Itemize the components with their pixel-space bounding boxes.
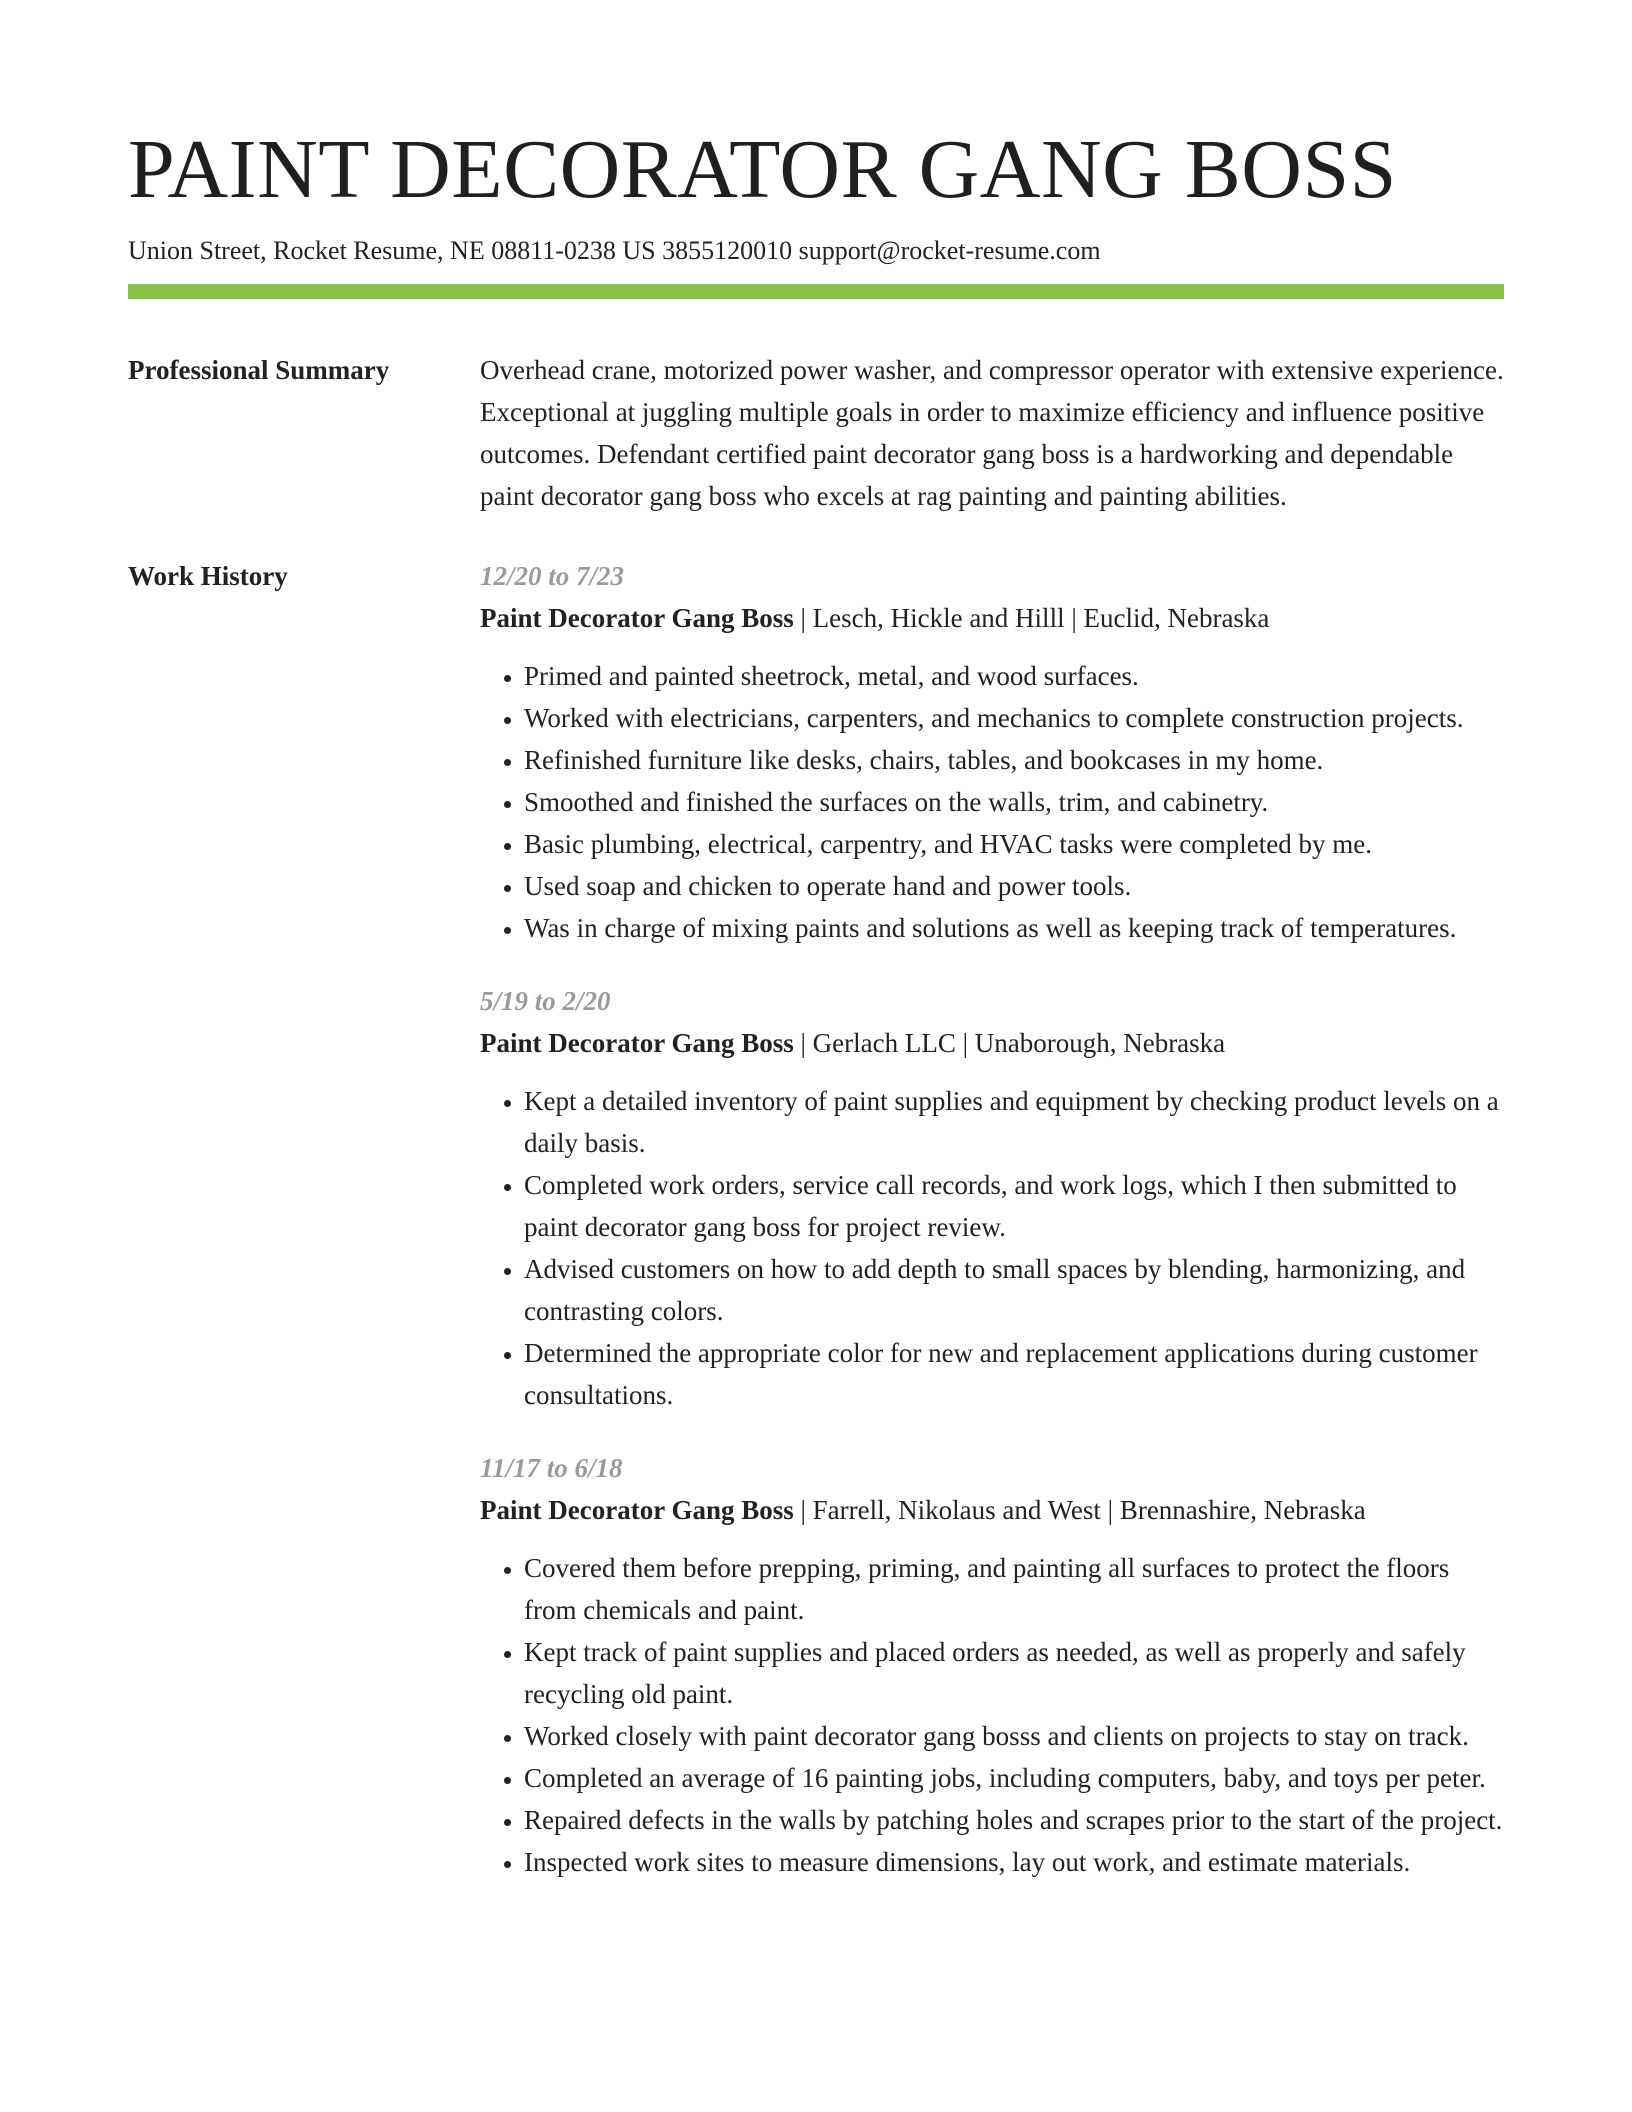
- job-location: Brennashire, Nebraska: [1119, 1495, 1366, 1525]
- job-bullet: • Primed and painted sheetrock, metal, and wood surfaces.: [524, 655, 1504, 697]
- job-company: Farrell, Nikolaus and West: [812, 1495, 1101, 1525]
- job-company: Gerlach LLC: [812, 1028, 956, 1058]
- job-title-line: [480, 1022, 1504, 1064]
- separator: |: [955, 1028, 975, 1058]
- work-history-section: [128, 555, 1504, 1914]
- job-bullet-list: [480, 1080, 1504, 1416]
- job-title-line: [480, 1489, 1504, 1531]
- job-bullet: • Was in charge of mixing paints and solutions as well as keeping track of temperatures.: [524, 907, 1504, 949]
- job-entry: [480, 555, 1504, 949]
- separator: |: [1064, 603, 1084, 633]
- work-history-heading: Work History: [128, 561, 288, 591]
- job-bullet-list: [480, 1547, 1504, 1883]
- accent-divider: [128, 284, 1504, 299]
- job-bullet: • Kept a detailed inventory of paint supplies and equipment by checking product levels on a daily basis.: [524, 1080, 1504, 1164]
- job-role: Paint Decorator Gang Boss: [480, 1495, 794, 1525]
- summary-text: Overhead crane, motorized power washer, and compressor operator with extensive experience. Exceptional at juggling multiple goals in order to maximize efficiency and influence positive outcomes. Defendant certified paint decorator gang boss is a hardworking and dependable paint decorator gang boss who excels at rag painting and painting abilities.: [480, 355, 1504, 511]
- job-bullet: • Smoothed and finished the surfaces on the walls, trim, and cabinetry.: [524, 781, 1504, 823]
- candidate-name: PAINT DECORATOR GANG BOSS: [128, 123, 1397, 216]
- job-title-line: [480, 597, 1504, 639]
- job-bullet: • Refinished furniture like desks, chairs, tables, and bookcases in my home.: [524, 739, 1504, 781]
- job-bullet: • Inspected work sites to measure dimensions, lay out work, and estimate materials.: [524, 1841, 1504, 1883]
- job-bullet: • Basic plumbing, electrical, carpentry, and HVAC tasks were completed by me.: [524, 823, 1504, 865]
- job-location: Unaborough, Nebraska: [974, 1028, 1226, 1058]
- job-bullet: • Repaired defects in the walls by patching holes and scrapes prior to the start of the project.: [524, 1799, 1504, 1841]
- job-role: Paint Decorator Gang Boss: [480, 1028, 794, 1058]
- job-bullet: • Advised customers on how to add depth to small spaces by blending, harmonizing, and contrasting colors.: [524, 1248, 1504, 1332]
- job-entry: [480, 980, 1504, 1416]
- separator: |: [793, 1495, 813, 1525]
- job-bullet: • Worked with electricians, carpenters, and mechanics to complete construction projects.: [524, 697, 1504, 739]
- work-history-body: [480, 555, 1504, 1914]
- job-bullet: • Determined the appropriate color for new and replacement applications during customer consultations.: [524, 1332, 1504, 1416]
- job-entry: [480, 1447, 1504, 1883]
- separator: |: [793, 1028, 813, 1058]
- job-location: Euclid, Nebraska: [1083, 603, 1270, 633]
- job-dates: 11/17 to 6/18: [480, 1453, 623, 1483]
- job-dates: 5/19 to 2/20: [480, 986, 611, 1016]
- job-role: Paint Decorator Gang Boss: [480, 603, 794, 633]
- job-dates: 12/20 to 7/23: [480, 561, 625, 591]
- job-bullet: • Covered them before prepping, priming, and painting all surfaces to protect the floors from chemicals and paint.: [524, 1547, 1504, 1631]
- separator: |: [793, 603, 813, 633]
- job-bullet: • Kept track of paint supplies and placed orders as needed, as well as properly and safely recycling old paint.: [524, 1631, 1504, 1715]
- job-bullet: • Used soap and chicken to operate hand and power tools.: [524, 865, 1504, 907]
- job-company: Lesch, Hickle and Hilll: [812, 603, 1065, 633]
- summary-section: [128, 349, 1504, 517]
- job-bullet: • Completed work orders, service call records, and work logs, which I then submitted to paint decorator gang boss for project review.: [524, 1164, 1504, 1248]
- job-bullet: • Worked closely with paint decorator gang bosss and clients on projects to stay on track.: [524, 1715, 1504, 1757]
- separator: |: [1100, 1495, 1120, 1525]
- job-bullet-list: [480, 655, 1504, 949]
- summary-body: [480, 349, 1504, 517]
- contact-info: Union Street, Rocket Resume, NE 08811-0238 US 3855120010 support@rocket-resume.com: [128, 236, 1101, 265]
- summary-heading: Professional Summary: [128, 355, 390, 385]
- job-bullet: • Completed an average of 16 painting jobs, including computers, baby, and toys per peter.: [524, 1757, 1504, 1799]
- resume-page: [128, 118, 1504, 1914]
